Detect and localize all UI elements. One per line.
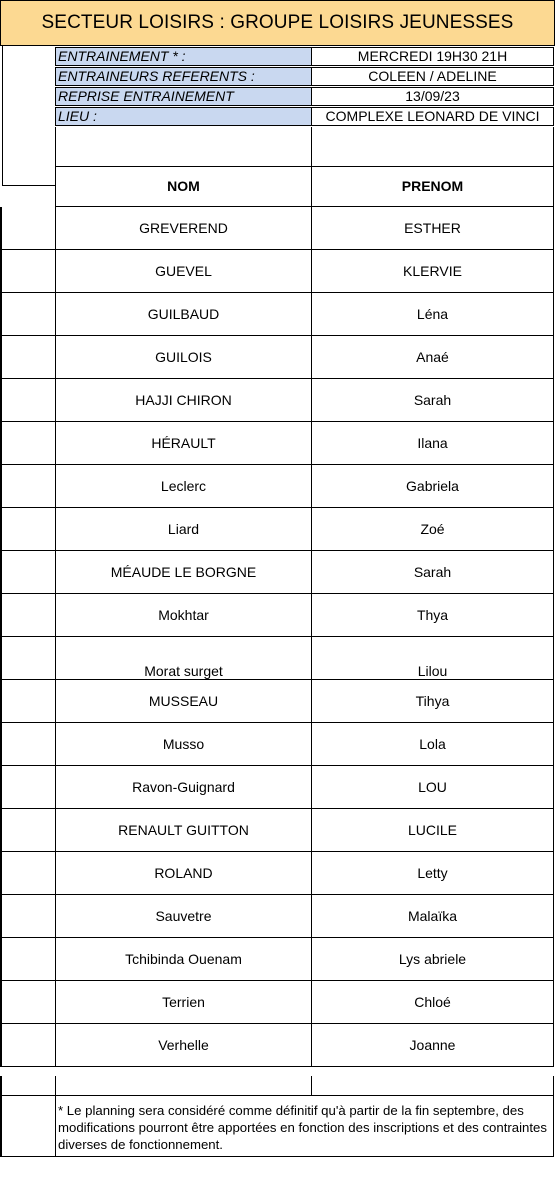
left-margin-cell [0, 379, 56, 422]
info-row-entrainement [55, 47, 554, 66]
info-row-lieu [55, 107, 554, 126]
planning-note: * Le planning sera considéré comme définitif qu'à partir de la fin septembre, des modifications pourront être apportées en fonction des inscriptions et des contraintes diverses de fonctionnement. [55, 1096, 554, 1157]
left-margin-cell [0, 723, 56, 766]
cell-prenom: ESTHER [312, 207, 554, 250]
info-label: ENTRAINEURS REFERENTS : [55, 67, 312, 86]
info-label: REPRISE ENTRAINEMENT [55, 87, 312, 106]
cell-nom: Tchibinda Ouenam [55, 938, 312, 981]
cell-prenom: Letty [312, 852, 554, 895]
sheet-title: SECTEUR LOISIRS : GROUPE LOISIRS JEUNESSES [0, 0, 555, 46]
blank-cell [55, 127, 312, 167]
left-margin-cell [0, 551, 56, 594]
cell-nom: GUILBAUD [55, 293, 312, 336]
cell-prenom: KLERVIE [312, 250, 554, 293]
left-margin-cell [2, 46, 56, 186]
left-margin-cell [0, 293, 56, 336]
left-margin-cell [0, 1096, 56, 1157]
note-row [0, 1096, 557, 1157]
cell-nom: HÉRAULT [55, 422, 312, 465]
left-margin-cell [0, 637, 56, 680]
table-row [0, 379, 557, 422]
left-margin-cell [0, 809, 56, 852]
cell-nom: Musso [55, 723, 312, 766]
left-margin-cell [0, 594, 56, 637]
info-label: LIEU : [55, 107, 312, 126]
table-row [0, 1024, 557, 1067]
table-header [55, 166, 554, 207]
left-margin-cell [0, 1024, 56, 1067]
table-row [0, 422, 557, 465]
blank-cell [312, 127, 554, 167]
cell-nom: Ravon-Guignard [55, 766, 312, 809]
table-row [0, 809, 557, 852]
cell-prenom: Sarah [312, 379, 554, 422]
info-row-entraineurs [55, 67, 554, 86]
left-margin-cell [0, 1076, 56, 1096]
column-header-prenom: PRENOM [312, 166, 554, 207]
left-margin-cell [0, 766, 56, 809]
cell-prenom: Tihya [312, 680, 554, 723]
table-row [0, 207, 557, 250]
cell-prenom: Gabriela [312, 465, 554, 508]
column-header-nom: NOM [55, 166, 312, 207]
empty-row [0, 1076, 557, 1096]
cell-nom: Sauvetre [55, 895, 312, 938]
cell-prenom: LOU [312, 766, 554, 809]
cell-prenom: Lola [312, 723, 554, 766]
left-margin-cell [0, 207, 56, 250]
left-margin-cell [0, 938, 56, 981]
cell-prenom: Ilana [312, 422, 554, 465]
table-row [0, 895, 557, 938]
left-margin-cell [0, 422, 56, 465]
blank-row [55, 127, 554, 167]
cell-nom: Verhelle [55, 1024, 312, 1067]
blank-cell [312, 1076, 554, 1096]
info-row-reprise [55, 87, 554, 106]
info-value: 13/09/23 [312, 87, 554, 106]
cell-nom: Mokhtar [55, 594, 312, 637]
table-row [0, 637, 557, 680]
cell-prenom: Anaé [312, 336, 554, 379]
cell-prenom: Chloé [312, 981, 554, 1024]
cell-nom: MÉAUDE LE BORGNE [55, 551, 312, 594]
left-margin-cell [0, 895, 56, 938]
cell-prenom: Thya [312, 594, 554, 637]
left-margin-cell [0, 852, 56, 895]
left-margin-cell [0, 250, 56, 293]
info-value: COLEEN / ADELINE [312, 67, 554, 86]
cell-nom: MUSSEAU [55, 680, 312, 723]
cell-nom: HAJJI CHIRON [55, 379, 312, 422]
cell-nom: GREVEREND [55, 207, 312, 250]
table-row [0, 938, 557, 981]
cell-nom: GUEVEL [55, 250, 312, 293]
table-row [0, 551, 557, 594]
cell-nom: Leclerc [55, 465, 312, 508]
left-margin-cell [0, 981, 56, 1024]
table-row [0, 766, 557, 809]
cell-prenom: Lys abriele [312, 938, 554, 981]
table-row [0, 981, 557, 1024]
member-table-body [0, 207, 557, 1067]
table-row [0, 293, 557, 336]
table-row [0, 680, 557, 723]
table-row [0, 250, 557, 293]
table-row [0, 336, 557, 379]
cell-prenom: Sarah [312, 551, 554, 594]
cell-prenom: Lilou [312, 637, 554, 680]
table-row [0, 594, 557, 637]
cell-prenom: Zoé [312, 508, 554, 551]
blank-cell [55, 1076, 312, 1096]
table-row [0, 508, 557, 551]
info-label: ENTRAINEMENT * : [55, 47, 312, 66]
cell-nom: ROLAND [55, 852, 312, 895]
left-margin-cell [0, 508, 56, 551]
info-value: MERCREDI 19H30 21H [312, 47, 554, 66]
table-row [0, 465, 557, 508]
cell-prenom: LUCILE [312, 809, 554, 852]
cell-nom: GUILOIS [55, 336, 312, 379]
cell-nom: Liard [55, 508, 312, 551]
cell-nom: Morat surget [55, 637, 312, 680]
left-margin-cell [0, 336, 56, 379]
cell-prenom: Joanne [312, 1024, 554, 1067]
left-margin-cell [0, 465, 56, 508]
cell-prenom: Malaïka [312, 895, 554, 938]
table-row [0, 723, 557, 766]
info-value: COMPLEXE LEONARD DE VINCI [312, 107, 554, 126]
cell-nom: RENAULT GUITTON [55, 809, 312, 852]
left-margin-cell [0, 680, 56, 723]
cell-nom: Terrien [55, 981, 312, 1024]
table-row [0, 852, 557, 895]
cell-prenom: Léna [312, 293, 554, 336]
